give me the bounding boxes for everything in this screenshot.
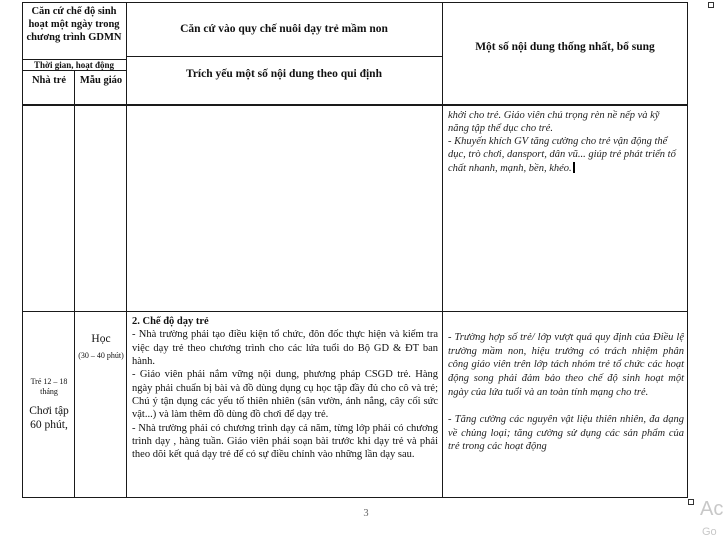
text-cursor xyxy=(573,162,575,173)
row2-col2-paragraph: - Giáo viên phải nắm vững nội dung, phương pháp CSGD trẻ. Hàng ngày phải chuẩn bị bài và đồ dùng dụng cụ học tập đầy đủ cho cô và trẻ; Chú ý tận dụng các yếu tố thiên nhiên (sân vườn, ánh nắng, cây cối sức vật...) và làm thêm đồ dùng đồ chơi để dạy trẻ. xyxy=(132,369,438,421)
header-divider xyxy=(126,56,442,57)
row1-col3-paragraph: - Khuyến khích GV tăng cường cho trẻ vận động thể dục, trò chơi, dansport, dân vũ... giúp trẻ phát triển tố chất nhanh, mạnh, bền, khéo. xyxy=(448,136,676,174)
row2-col3-text xyxy=(448,331,684,454)
header-bottom-border xyxy=(22,104,688,106)
col1-header-title: Căn cứ chế độ sinh hoạt một ngày trong chương trình GDMN xyxy=(26,6,122,44)
table-border-left xyxy=(22,2,23,498)
col2-header-sub: Trích yếu một số nội dung theo qui định xyxy=(186,68,382,80)
table-move-handle[interactable] xyxy=(708,2,714,8)
col1a-header: Nhà trẻ xyxy=(31,75,67,86)
col2-header-title: Căn cứ vào quy chế nuôi dạy trẻ mầm non xyxy=(180,23,388,35)
maugiao-activity: Học xyxy=(91,333,111,345)
row2-col2-text xyxy=(132,315,438,462)
row1-col3-text xyxy=(448,109,682,175)
row2-col2-paragraph: - Nhà trường phải có chương trình dạy cả năm, từng lớp phải có chương trình dạy , hàng tuần. Giáo viên phải soạn bài trước khi dạy trẻ và phải theo dõi kết quả dạy trẻ để có sự điều chỉnh vào những lần dạy sau. xyxy=(132,422,438,461)
table-resize-handle[interactable] xyxy=(688,499,694,505)
column-divider xyxy=(126,2,127,498)
row2-col2-heading: 2. Chế độ dạy trẻ xyxy=(132,316,209,327)
row2-col3-paragraph: - Trường hợp số trẻ/ lớp vượt quá quy định của Điều lệ trường mầm non, hiệu trưởng có trách nhiệm phân công giáo viên trên lớp tách nhóm trẻ tổ chức các hoạt động song phải đảm bảo theo chế độ sinh hoạt một ngày của lứa tuổi và an toàn tính mạng cho trẻ. xyxy=(448,332,684,398)
row2-col2-paragraph: - Nhà trường phải tạo điều kiện tổ chức, đôn đốc thực hiện và kiểm tra việc dạy trẻ theo chương trình cho các lứa tuổi do Bộ GD & ĐT ban hành. xyxy=(132,329,438,367)
watermark-line2: Go xyxy=(702,526,717,538)
table-border-bottom xyxy=(22,497,688,498)
maugiao-time: (30 – 40 phút) xyxy=(78,351,124,360)
col1-header-sub: Thời gian, hoạt động xyxy=(33,60,114,70)
nhatre-activity: Chơi tập 60 phút, xyxy=(29,405,69,432)
column-divider xyxy=(442,2,443,498)
row2-col3-paragraph: - Tăng cường các nguyên vật liệu thiên nhiên, đa dạng về chủng loại; tăng cường sử dụng các sản phẩm của trẻ trong các hoạt động xyxy=(448,414,684,453)
watermark-line1: Ac xyxy=(700,498,723,520)
table-border-right xyxy=(687,2,688,498)
col1b-header: Mẫu giáo xyxy=(79,75,123,86)
column-divider xyxy=(74,70,75,498)
table-border-top xyxy=(22,2,688,3)
row1-col3-paragraph: khởi cho trẻ. Giáo viên chú trọng rèn nề nếp và kỹ năng tập thể dục cho trẻ. xyxy=(448,110,660,135)
col3-header-title: Một số nội dung thống nhất, bổ sung xyxy=(475,41,655,53)
nhatre-time: Trẻ 12 – 18 tháng xyxy=(30,377,68,396)
row-divider xyxy=(22,311,688,312)
page-number: 3 xyxy=(363,508,369,519)
